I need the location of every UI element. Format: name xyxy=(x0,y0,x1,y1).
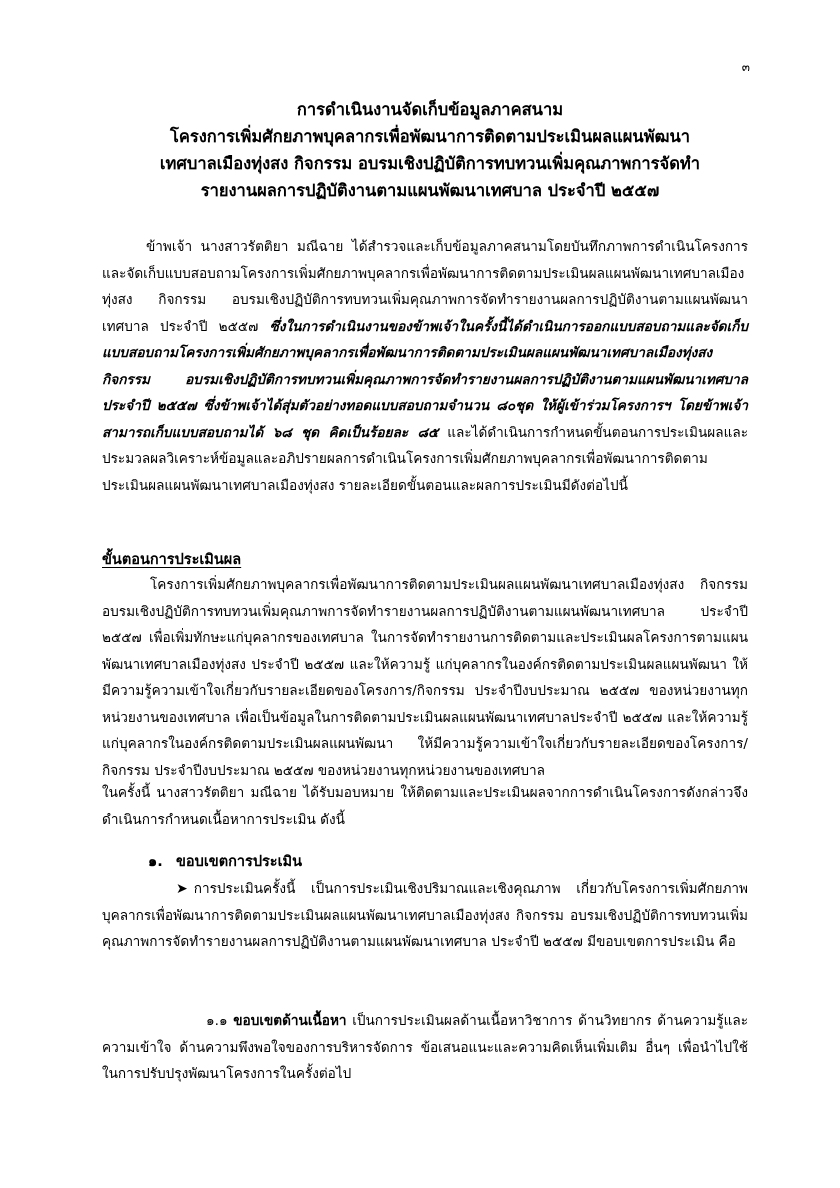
document-title xyxy=(110,96,750,204)
scope-paragraph-text: การประเมินครั้งนี้ เป็นการประเมินเชิงปริมาณและเชิงคุณภาพ เกี่ยวกับโครงการเพิ่มศักยภาพบุคลากรเพื่อพัฒนาการติดตามประเมินผลแผนพัฒนาเทศบาลเมืองทุ่งสง กิจกรรม อบรมเชิงปฏิบัติการทบทวนเพิ่มคุณภาพการจัดทำรายงานผลการปฏิบัติงานตามแผนพัฒนาเทศบาล ประจำปี ๒๕๕๗ มีขอบเขตการประเมิน คือ xyxy=(102,881,748,950)
title-line: โครงการเพิ่มศักยภาพบุคลากรเพื่อพัฒนาการติดตามประเมินผลแผนพัฒนา xyxy=(169,127,691,146)
content-scope-text: เป็นการประเมินผลด้านเนื้อหาวิชาการ ด้านวิทยากร ด้านความรู้และความเข้าใจ ด้านความพึงพอใจของการบริหารจัดการ ข้อเสนอแนะและความคิดเห็นเพิ่มเติม อื่นๆ เพื่อนำไปใช้ในการปรับปรุงพัฒนาโครงการในครั้งต่อไป xyxy=(102,1013,748,1082)
scope-number: ๑. xyxy=(148,854,163,870)
scope-heading xyxy=(148,850,302,873)
intro-emphasis-text: ซึ่งในการดำเนินงานของข้าพเจ้าในครั้งนี้ได้ดำเนินการออกแบบสอบถามและจัดเก็บแบบสอบถามโครงการเพิ่มศักยภาพบุคลากรเพื่อพัฒนาการติดตามประเมินผลแผนพัฒนาเทศบาลเมืองทุ่งสง กิจกรรม อบรมเชิงปฏิบัติการทบทวนเพิ่มคุณภาพการจัดทำรายงานผลการปฏิบัติงานตามแผนพัฒนาเทศบาล ประจำปี ๒๕๕๗ ซึ่งข้าพเจ้าได้สุ่มตัวอย่างทอดแบบสอบถามจำนวน ๘๐ชุด ให้ผู้เข้าร่วมโครงการฯ โดยข้าพเจ้าสามารถเก็บแบบสอบถามได้ ๖๘ ชุด คิดเป็นร้อยละ ๘๕ xyxy=(102,318,748,441)
evaluation-paragraph: โครงการเพิ่มศักยภาพบุคลากรเพื่อพัฒนาการติดตามประเมินผลแผนพัฒนาเทศบาลเมืองทุ่งสง กิจกรรม อบรมเชิงปฏิบัติการทบทวนเพิ่มคุณภาพการจัดทำรายงานผลการปฏิบัติงานตามแผนพัฒนาเทศบาล ประจำปี ๒๕๕๗ เพื่อเพิ่มทักษะแก่บุคลากรของเทศบาล ในการจัดทำรายงานการติดตามและประเมินผลโครงการตามแผนพัฒนาเทศบาลเมืองทุ่งสง ประจำปี ๒๕๕๗ และให้ความรู้ แก่บุคลากรในองค์กรติดตามประเมินผลแผนพัฒนา ให้มีความรู้ความเข้าใจเกี่ยวกับรายละเอียดของโครงการ/กิจกรรม ประจำปีงบประมาณ ๒๕๕๗ ของหน่วยงานทุกหน่วยงานของเทศบาล เพื่อเป็นข้อมูลในการติดตามประเมินผลแผนพัฒนาเทศบาลประจำปี ๒๕๕๗ และให้ความรู้ แก่บุคลากรในองค์กรติดตามประเมินผลแผนพัฒนา ให้มีความรู้ความเข้าใจเกี่ยวกับรายละเอียดของโครงการ/กิจกรรม ประจำปีงบประมาณ ๒๕๕๗ ของหน่วยงานทุกหน่วยงานของเทศบาล xyxy=(102,577,748,779)
intro-tail-text: และได้ดำเนินการกำหนดขั้นตอนการประเมินผลและประมวลผลวิเคราะห์ข้อมูลและอภิปรายผลการดำเนินโครงการเพิ่มศักยภาพบุคลากรเพื่อพัฒนาการติดตามประเมินผลแผนพัฒนาเทศบาลเมืองทุ่งสง รายละเอียดขั้นตอนและผลการประเมินมีดังต่อไปนี้ xyxy=(102,424,748,494)
scope-heading-text: ขอบเขตการประเมิน xyxy=(176,854,303,870)
page-number: ๓ xyxy=(741,60,750,74)
intro-plain-text: ข้าพเจ้า นางสาวรัตติยา มณีฉาย ได้สำรวจและเก็บข้อมูลภาคสนามโดยบันทึกภาพการดำเนินโครงการและจัดเก็บแบบสอบถามโครงการเพิ่มศักยภาพบุคลากรเพื่อพัฒนาการติดตามประเมินผลแผนพัฒนาเทศบาลเมืองทุ่งสง กิจกรรม อบรมเชิงปฏิบัติการทบทวนเพิ่มคุณภาพการจัดทำรายงานผลการปฏิบัติงานตามแผนพัฒนาเทศบาล ประจำปี ๒๕๕๗ xyxy=(102,239,748,335)
title-line: การดำเนินงานจัดเก็บข้อมูลภาคสนาม xyxy=(296,100,564,119)
intro-paragraph xyxy=(102,234,748,499)
content-scope-heading: ขอบเขตด้านเนื้อหา xyxy=(233,1013,347,1029)
arrow-bullet-icon: ➤ xyxy=(176,881,188,897)
title-line: รายงานผลการปฏิบัติงานตามแผนพัฒนาเทศบาล ประจำปี ๒๕๕๗ xyxy=(200,181,660,200)
evaluation-heading: ขั้นตอนการประเมินผล xyxy=(102,552,242,568)
content-scope-paragraph xyxy=(102,1008,748,1088)
scope-paragraph xyxy=(102,876,748,956)
title-line: เทศบาลเมืองทุ่งสง กิจกรรม อบรมเชิงปฏิบัติการทบทวนเพิ่มคุณภาพการจัดทำ xyxy=(159,154,701,173)
content-scope-number: ๑.๑ xyxy=(206,1013,234,1029)
evaluation-note: ในครั้งนี้ นางสาวรัตติยา มณีฉาย ได้รับมอบหมาย ให้ติดตามและประเมินผลจากการดำเนินโครงการดังกล่าวจึงดำเนินการกำหนดเนื้อหาการประเมิน ดังนี้ xyxy=(102,785,748,828)
